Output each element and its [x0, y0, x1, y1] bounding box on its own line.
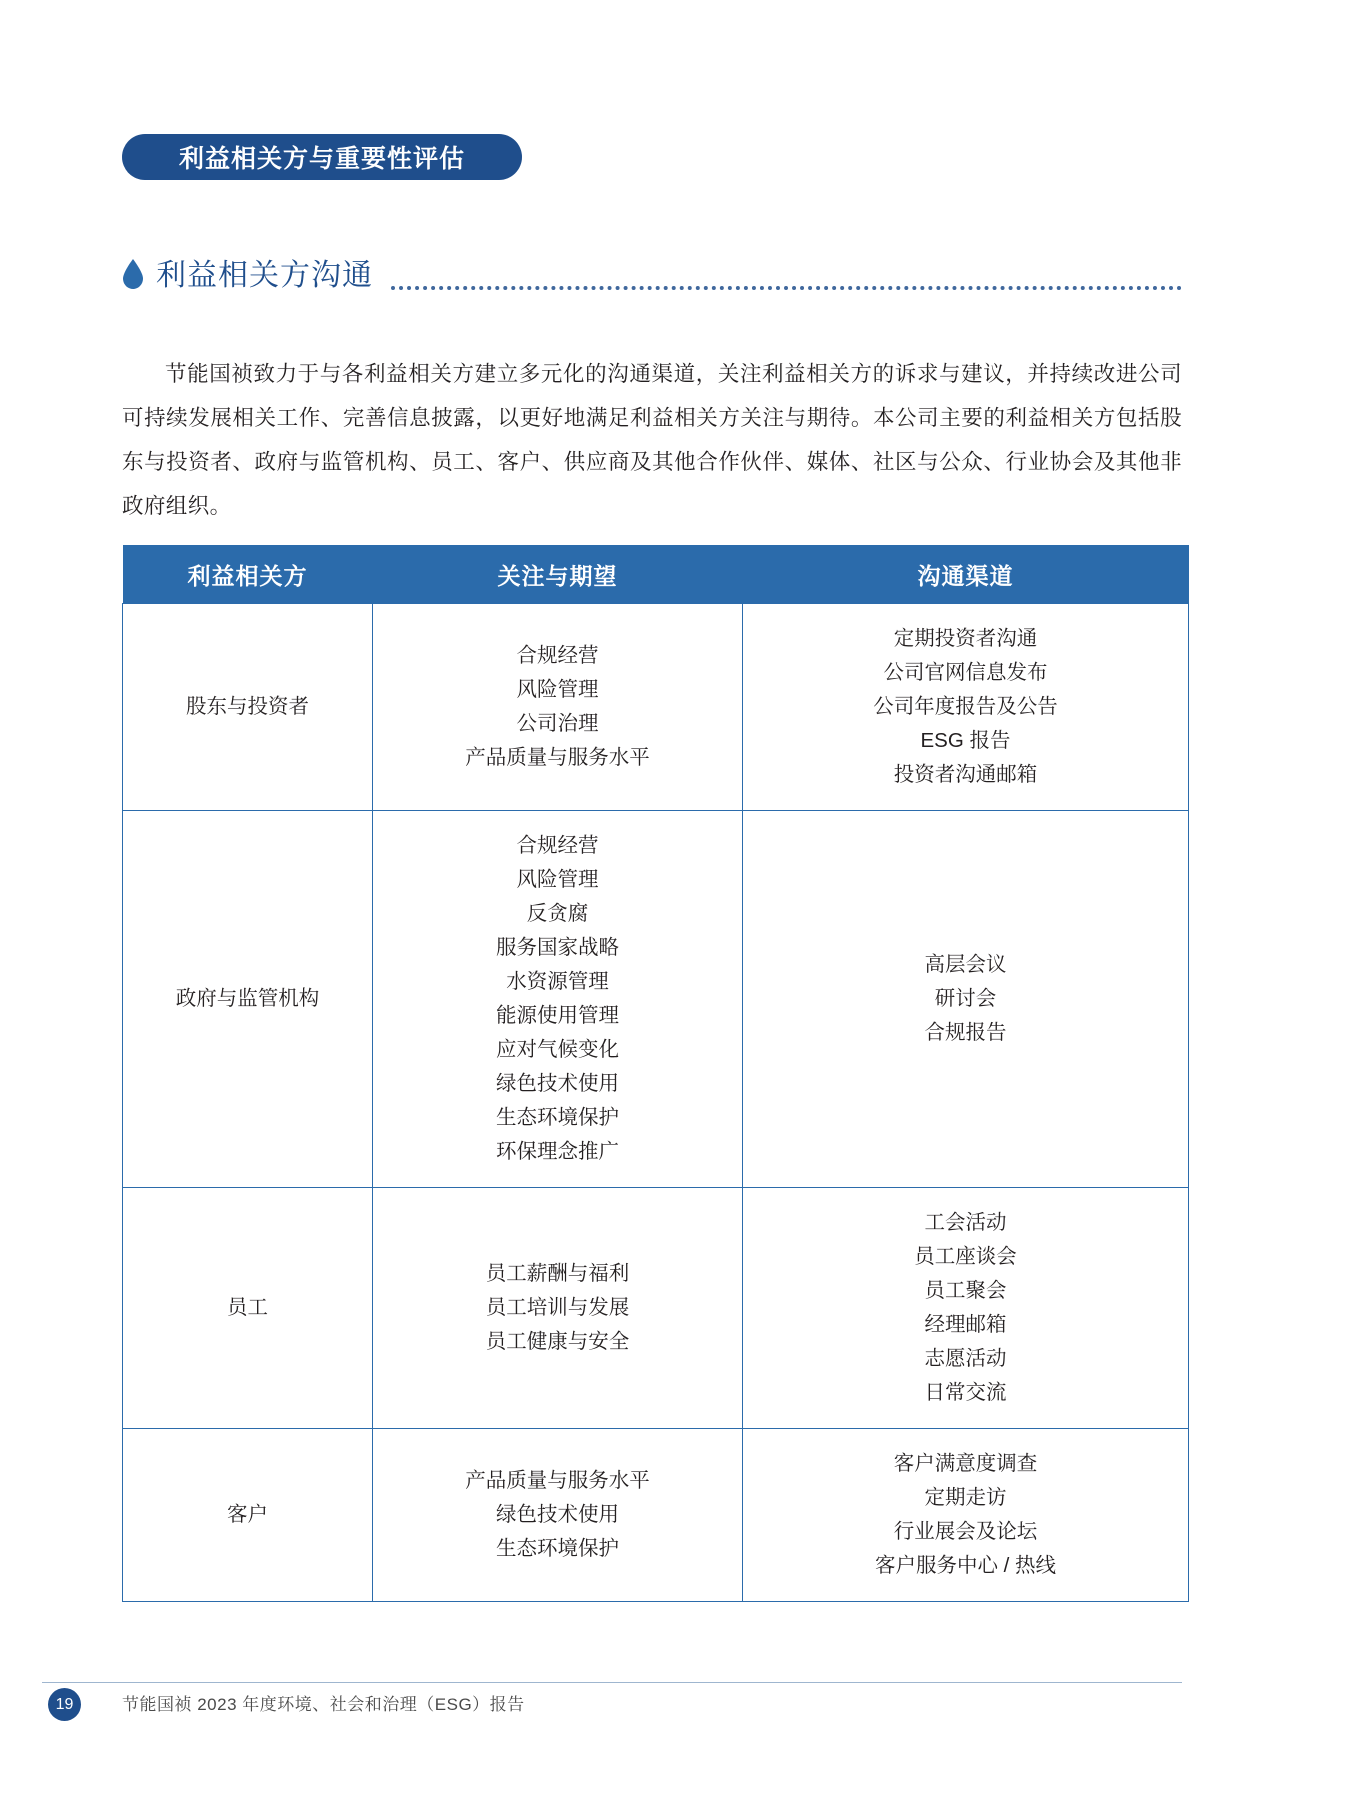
water-drop-icon: [122, 259, 144, 289]
cell-line: 产品质量与服务水平: [465, 1469, 650, 1492]
cell-line: 服务国家战略: [496, 936, 619, 959]
table-row: [123, 1429, 1189, 1602]
cell-expectations: [373, 604, 743, 811]
cell-line: 志愿活动: [924, 1347, 1007, 1370]
cell-line: 行业展会及论坛: [893, 1520, 1038, 1543]
cell-line: 公司官网信息发布: [883, 661, 1048, 684]
table-header-row: [123, 545, 1189, 604]
table-row: [123, 811, 1189, 1188]
cell-line: 生态环境保护: [496, 1537, 619, 1560]
cell-line: 员工薪酬与福利: [485, 1262, 630, 1285]
cell-line: 环保理念推广: [496, 1140, 619, 1163]
dotted-divider: [391, 286, 1182, 290]
cell-line: 能源使用管理: [496, 1004, 619, 1027]
table-header-channels: 沟通渠道: [743, 545, 1189, 604]
table-row: [123, 604, 1189, 811]
cell-line: 公司治理: [516, 712, 599, 735]
cell-line: 反贪腐: [526, 902, 589, 925]
cell-line: 经理邮箱: [924, 1313, 1007, 1336]
cell-line: 应对气候变化: [496, 1038, 619, 1061]
cell-line: 公司年度报告及公告: [873, 695, 1058, 718]
cell-line: 研讨会: [934, 987, 997, 1010]
cell-line: 合规经营: [516, 644, 599, 667]
cell-stakeholder: 员工: [123, 1188, 373, 1429]
table-row: [123, 1188, 1189, 1429]
cell-line: 绿色技术使用: [496, 1072, 619, 1095]
cell-stakeholder: 客户: [123, 1429, 373, 1602]
cell-stakeholder: 股东与投资者: [123, 604, 373, 811]
section-title-pill: [122, 134, 522, 180]
stakeholder-table: [122, 545, 1189, 1602]
cell-line: 产品质量与服务水平: [465, 746, 650, 769]
subsection-title-text: 利益相关方沟通: [156, 259, 373, 292]
cell-line: 风险管理: [516, 678, 599, 701]
cell-line: 绿色技术使用: [496, 1503, 619, 1526]
cell-line: 客户满意度调查: [893, 1452, 1038, 1475]
cell-channels: [743, 1188, 1189, 1429]
cell-line: 员工健康与安全: [485, 1330, 630, 1353]
cell-line: ESG 报告: [920, 729, 1011, 752]
page-number-badge: 19: [48, 1688, 81, 1721]
footer-text: 节能国祯 2023 年度环境、社会和治理（ESG）报告: [122, 1695, 525, 1714]
cell-line: 员工座谈会: [914, 1245, 1017, 1268]
cell-line: 员工培训与发展: [485, 1296, 630, 1319]
footer-divider: [42, 1682, 1182, 1683]
cell-line: 客户服务中心 / 热线: [874, 1554, 1057, 1577]
cell-channels: [743, 604, 1189, 811]
cell-stakeholder: 政府与监管机构: [123, 811, 373, 1188]
cell-line: 日常交流: [924, 1381, 1007, 1404]
cell-expectations: [373, 1429, 743, 1602]
section-title-text: 利益相关方与重要性评估: [178, 145, 465, 173]
cell-channels: [743, 1429, 1189, 1602]
cell-expectations: [373, 811, 743, 1188]
cell-line: 合规经营: [516, 834, 599, 857]
subsection-heading: [122, 243, 1182, 301]
table-header-stakeholder: 利益相关方: [123, 545, 373, 604]
table-header-expectations: 关注与期望: [373, 545, 743, 604]
cell-line: 定期投资者沟通: [893, 627, 1038, 650]
stakeholder-table-wrap: [122, 545, 1182, 1602]
cell-line: 合规报告: [924, 1021, 1007, 1044]
cell-line: 风险管理: [516, 868, 599, 891]
cell-expectations: [373, 1188, 743, 1429]
cell-line: 水资源管理: [506, 970, 609, 993]
cell-line: 定期走访: [924, 1486, 1007, 1509]
cell-line: 员工聚会: [924, 1279, 1007, 1302]
cell-channels: [743, 811, 1189, 1188]
cell-line: 工会活动: [924, 1211, 1007, 1234]
cell-line: 生态环境保护: [496, 1106, 619, 1129]
cell-line: 高层会议: [924, 953, 1007, 976]
intro-paragraph: 节能国祯致力于与各利益相关方建立多元化的沟通渠道，关注利益相关方的诉求与建议，并持续改进公司可持续发展相关工作、完善信息披露，以更好地满足利益相关方关注与期待。本公司主要的利益相关方包括股东与投资者、政府与监管机构、员工、客户、供应商及其他合作伙伴、媒体、社区与公众、行业协会及其他非政府组织。: [122, 361, 1182, 518]
cell-line: 投资者沟通邮箱: [893, 763, 1038, 786]
